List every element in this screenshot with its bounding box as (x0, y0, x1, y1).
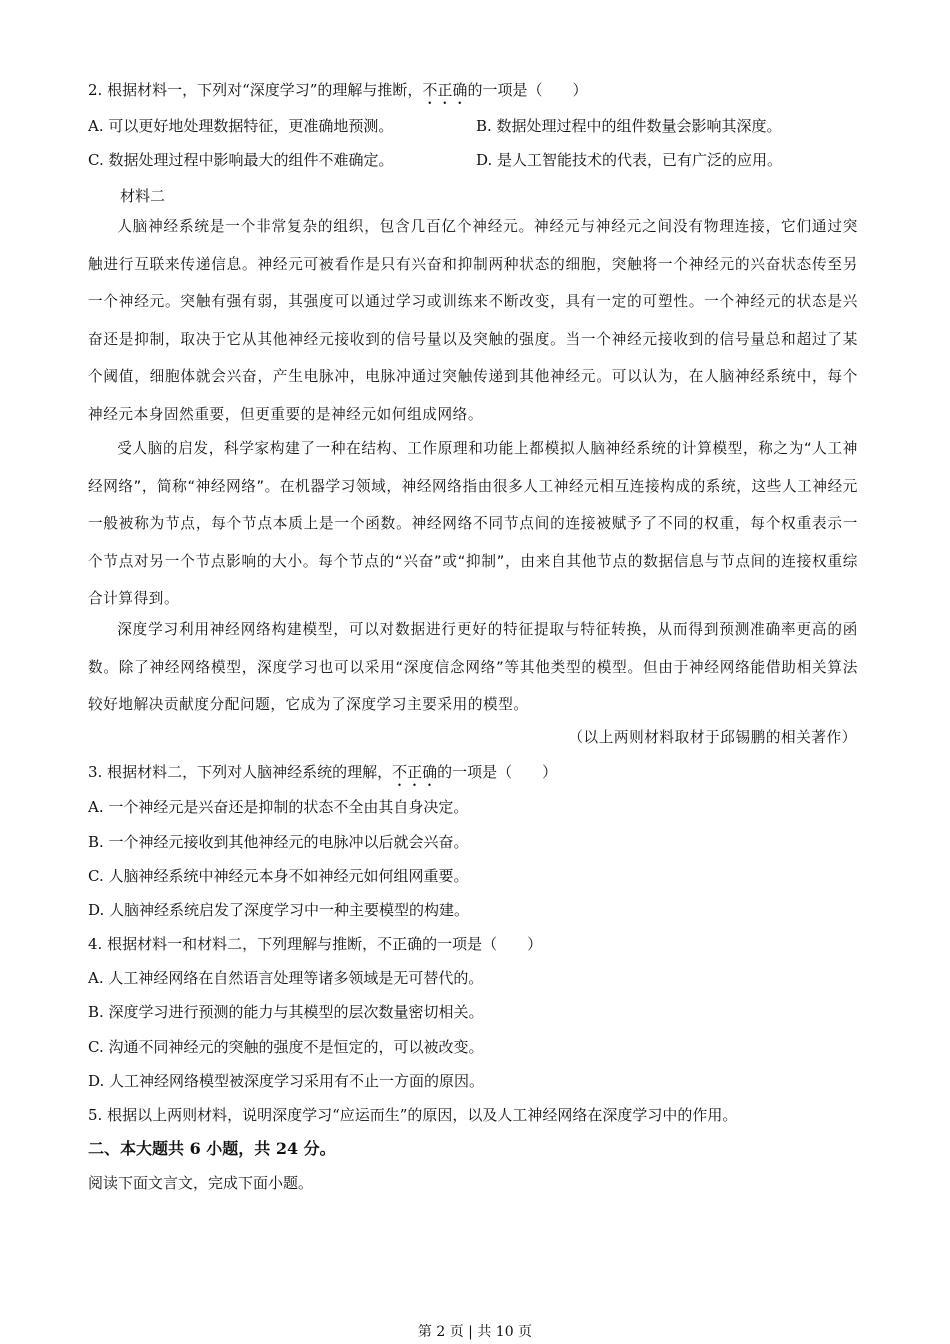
q2-stem-prefix: 2. 根据材料一，下列对“深度学习”的理解与推断， (88, 81, 423, 99)
q3-stem (88, 762, 557, 790)
section2-heading: 二、本大题共 6 小题，共 24 分。 (88, 1139, 336, 1158)
q2-option-a: A. 可以更好地处理数据特征，更准确地预测。 (88, 117, 394, 135)
q2-option-b: B. 数据处理过程中的组件数量会影响其深度。 (476, 117, 782, 135)
q3-stem-suffix: 的一项是（ ） (437, 763, 558, 781)
q2-option-d: D. 是人工智能技术的代表，已有广泛的应用。 (476, 151, 783, 169)
q2-stem-suffix: 的一项是（ ） (467, 81, 588, 99)
q3-option-b: B. 一个神经元接收到其他神经元的电脉冲以后就会兴奋。 (88, 833, 469, 851)
q4-option-d: D. 人工神经网络模型被深度学习采用有不止一方面的原因。 (88, 1072, 485, 1090)
material2-paragraph-3: 深度学习利用神经网络构建模型，可以对数据进行更好的特征提取与特征转换，从而得到预测准确率更高的函数。除了神经网络模型，深度学习也可以采用“深度信念网络”等其他类型的模型。但由于神经网络能借助相关算法较好地解决贡献度分配问题，它成为了深度学习主要采用的模型。 (88, 621, 858, 713)
q3-option-c: C. 人脑神经系统中神经元本身不如神经元如何组网重要。 (88, 867, 469, 885)
material2-label: 材料二 (120, 187, 166, 205)
material2-paragraph-2: 受人脑的启发，科学家构建了一种在结构、工作原理和功能上都模拟人脑神经系统的计算模型，称之为“人工神经网络”，简称“神经网络”。在机器学习领域，神经网络指由很多人工神经元相互连接构成的系统，这些人工神经元一般被称为节点，每个节点本质上是一个函数。神经网络不同节点间的连接被赋予了不同的权重，每个权重表示一个节点对另一个节点影响的大小。每个节点的“兴奋”或“抑制”，由来自其他节点的数据信息与节点间的连接权重综合计算得到。 (88, 440, 858, 607)
q3-option-a: A. 一个神经元是兴奋还是抑制的状态不全由其自身决定。 (88, 798, 469, 816)
q3-stem-prefix: 3. 根据材料二，下列对人脑神经系统的理解， (88, 763, 393, 781)
q5-stem: 5. 根据以上两则材料，说明深度学习“应运而生”的原因，以及人工神经网络在深度学习中的作用。 (88, 1106, 738, 1124)
q2-stem-emphasis: 不正确 (422, 81, 468, 99)
q4-option-a: A. 人工神经网络在自然语言处理等诸多领域是无可替代的。 (88, 969, 484, 987)
page-footer: 第 2 页 | 共 10 页 (417, 1324, 533, 1340)
q2-stem (88, 80, 587, 108)
q4-option-b: B. 深度学习进行预测的能力与其模型的层次数量密切相关。 (88, 1003, 484, 1021)
q3-stem-emphasis: 不正确 (392, 763, 438, 781)
q4-option-c: C. 沟通不同神经元的突触的强度不是恒定的，可以被改变。 (88, 1038, 484, 1056)
material-source: （以上两则材料取材于邱锡鹏的相关著作） (568, 729, 857, 746)
q2-option-c: C. 数据处理过程中影响最大的组件不难确定。 (88, 151, 394, 169)
q3-option-d: D. 人脑神经系统启发了深度学习中一种主要模型的构建。 (88, 901, 470, 919)
section2-intro: 阅读下面文言文，完成下面小题。 (88, 1174, 314, 1192)
material2-paragraph-1: 人脑神经系统是一个非常复杂的组织，包含几百亿个神经元。神经元与神经元之间没有物理连接，它们通过突触进行互联来传递信息。神经元可被看作是只有兴奋和抑制两种状态的细胞，突触将一个神经元的兴奋状态传至另一个神经元。突触有强有弱，其强度可以通过学习或训练来不断改变，具有一定的可塑性。一个神经元的状态是兴奋还是抑制，取决于它从其他神经元接收到的信号量以及突触的强度。当一个神经元接收到的信号量总和超过了某个阈值，细胞体就会兴奋，产生电脉冲，电脉冲通过突触传递到其他神经元。可以认为，在人脑神经系统中，每个神经元本身固然重要，但更重要的是神经元如何组成网络。 (88, 218, 858, 423)
q4-stem: 4. 根据材料一和材料二，下列理解与推断，不正确的一项是（ ） (88, 935, 543, 953)
